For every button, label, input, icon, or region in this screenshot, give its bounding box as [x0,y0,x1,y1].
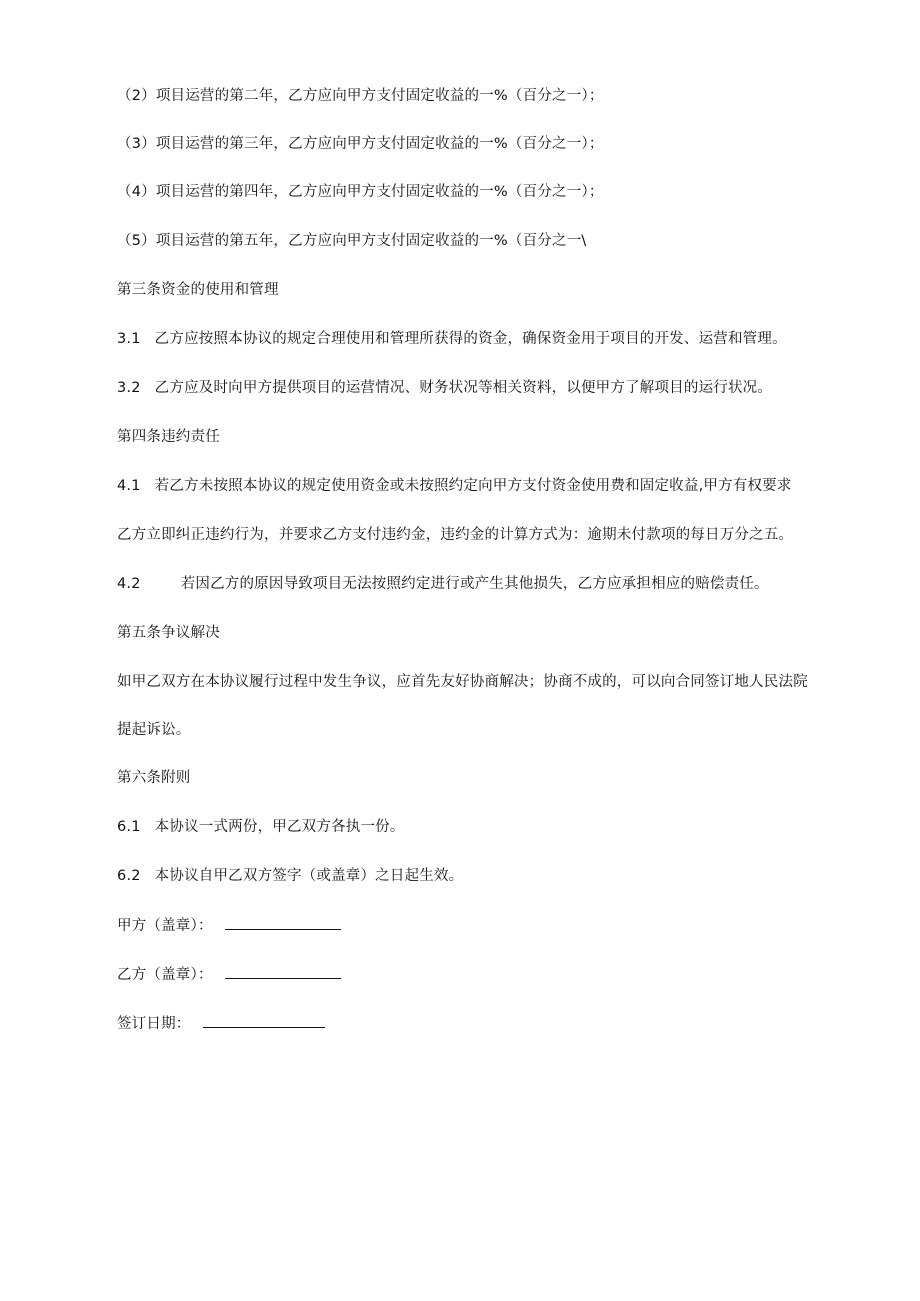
clause-3-2 [117,378,772,398]
clause-2-3-line: （3）项目运营的第三年，乙方应向甲方支付固定收益的一%（百分之一）； [117,136,604,152]
article-5-heading: 第五条争议解决 [117,625,220,641]
clause-number: 3.2 [117,380,141,396]
article-5-text: 如甲乙双方在本协议履行过程中发生争议，应首先友好协商解决；协商不成的，可以向合同签订地人民法院 [117,674,808,690]
clause-2-5-line: （5）项目运营的第五年，乙方应向甲方支付固定收益的一%（百分之一\ [117,233,587,249]
clause-number: 6.1 [117,819,141,835]
clause-6-1 [117,817,405,837]
clause-number: 4.2 [117,576,141,592]
party-b-blank [225,964,341,979]
clause-3-1 [117,329,787,349]
clause-2-2-line: （2）项目运营的第二年，乙方应向甲方支付固定收益的一%（百分之一）； [117,88,604,104]
sign-date-blank [203,1013,325,1028]
article-4-heading: 第四条违约责任 [117,429,220,445]
clause-number: 6.2 [117,868,141,884]
party-a-blank [225,915,341,930]
clause-2-4-line: （4）项目运营的第四年，乙方应向甲方支付固定收益的一%（百分之一）； [117,184,604,200]
party-b-signature [117,964,341,985]
clause-number: 3.1 [117,331,141,347]
party-a-signature [117,915,341,936]
party-b-label: 乙方（盖章）： [117,967,213,983]
article-6-heading: 第六条附则 [117,770,191,786]
clause-6-2 [117,866,463,886]
clause-number: 4.1 [117,478,141,494]
party-a-label: 甲方（盖章）： [117,918,213,934]
clause-text: 本协议自甲乙双方签字（或盖章）之日起生效。 [154,868,464,884]
clause-text: 乙方应按照本协议的规定合理使用和管理所获得的资金，确保资金用于项目的开发、运营和管理。 [154,331,787,347]
clause-text: 乙方应及时向甲方提供项目的运营情况、财务状况等相关资料，以便甲方了解项目的运行状况。 [154,380,773,396]
clause-4-1 [117,476,792,496]
clause-text: 若乙方未按照本协议的规定使用资金或未按照约定向甲方支付资金使用费和固定收益,甲方有权要求 [154,478,792,494]
clause-4-2 [117,574,769,594]
sign-date-label: 签订日期： [117,1016,191,1032]
clause-text: 本协议一式两份，甲乙双方各执一份。 [154,819,405,835]
article-3-heading: 第三条资金的使用和管理 [117,282,279,298]
clause-4-1-continuation: 乙方立即纠正违约行为，并要求乙方支付违约金，违约金的计算方式为：逾期未付款项的每日万分之五。 [117,527,794,543]
sign-date [117,1013,325,1034]
article-5-continuation: 提起诉讼。 [117,722,191,738]
clause-text: 若因乙方的原因导致项目无法按照约定进行或产生其他损失，乙方应承担相应的赔偿责任。 [180,576,769,592]
